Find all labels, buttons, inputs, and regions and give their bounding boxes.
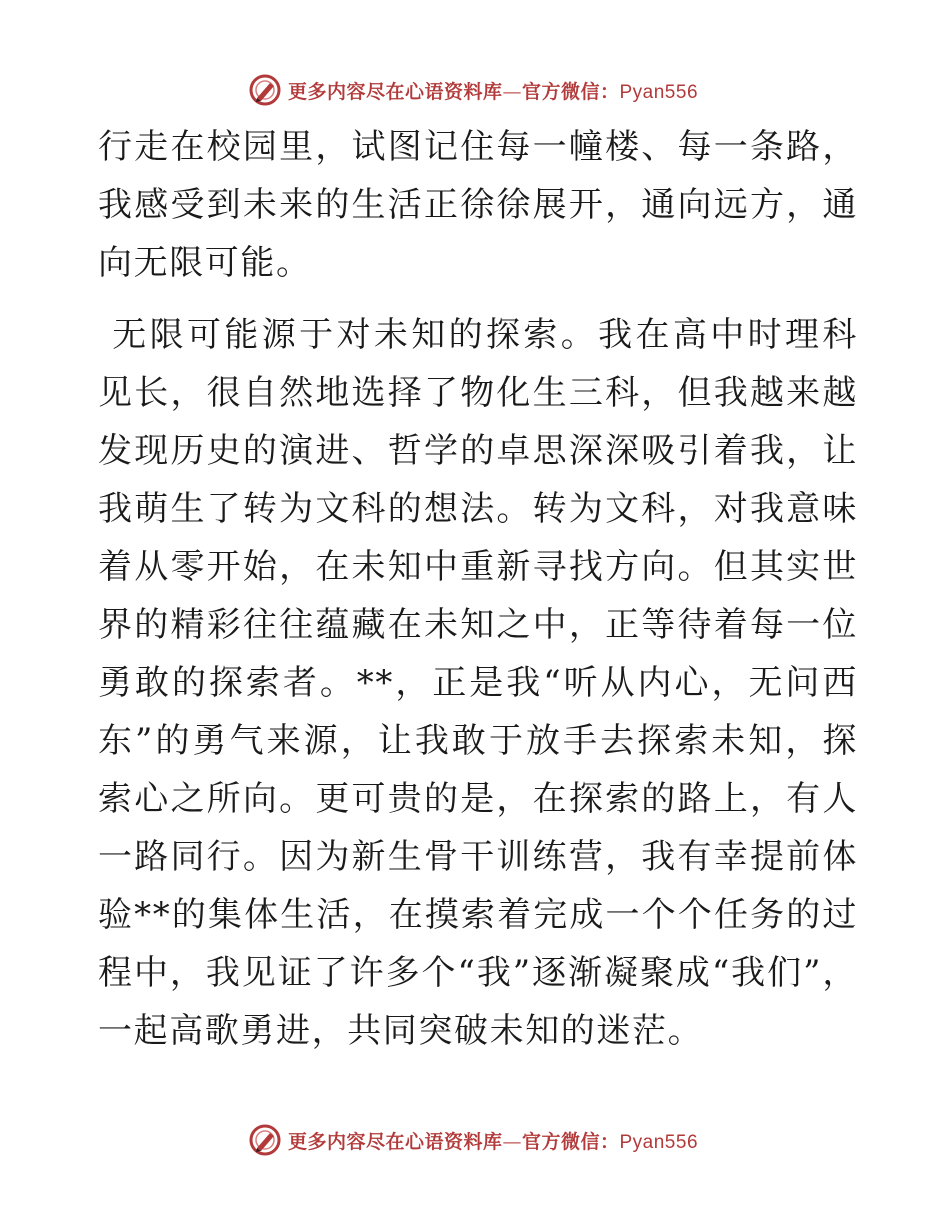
- paragraph-1: 行走在校园里，试图记住每一幢楼、每一条路，我感受到未来的生活正徐徐展开，通向远方，通向无限可能。: [98, 127, 858, 283]
- watermark-site-text: 更多内容尽在心语资料库: [287, 1130, 503, 1153]
- document-body: [98, 118, 858, 1060]
- paragraph-2: 无限可能源于对未知的探索。我在高中时理科见长，很自然地选择了物化生三科，但我越来越发现历史的演进、哲学的卓思深深吸引着我，让我萌生了转为文科的想法。转为文科，对我意味着从零开始，在未知中重新寻找方向。但其实世界的精彩往往蕴藏在未知之中，正等待着每一位勇敢的探索者。**，正是我“听从内心，无问西东”的勇气来源，让我敢于放手去探索未知，探索心之所向。更可贵的是，在探索的路上，有人一路同行。因为新生骨干训练营，我有幸提前体验**的集体生活，在摸索着完成一个个任务的过程中，我见证了许多个“我”逐渐凝聚成“我们”，一起高歌勇进，共同突破未知的迷茫。: [98, 315, 858, 1051]
- footer-watermark-inner: [248, 1123, 698, 1157]
- watermark-text: [288, 1127, 698, 1154]
- pen-circle-logo-icon: [248, 1123, 282, 1157]
- header-watermark-inner: [248, 73, 698, 107]
- header-watermark: [0, 70, 950, 110]
- watermark-separator: —: [502, 1130, 522, 1153]
- watermark-site-text: 更多内容尽在心语资料库: [287, 80, 503, 103]
- watermark-text: [288, 77, 698, 104]
- watermark-separator: —: [502, 80, 522, 103]
- watermark-contact-id: Pyan556: [619, 1131, 699, 1153]
- footer-watermark: [0, 1120, 950, 1160]
- watermark-contact-id: Pyan556: [619, 81, 699, 103]
- watermark-contact-label: 官方微信：: [521, 80, 620, 103]
- pen-circle-logo-icon: [248, 73, 282, 107]
- watermark-contact-label: 官方微信：: [521, 1130, 620, 1153]
